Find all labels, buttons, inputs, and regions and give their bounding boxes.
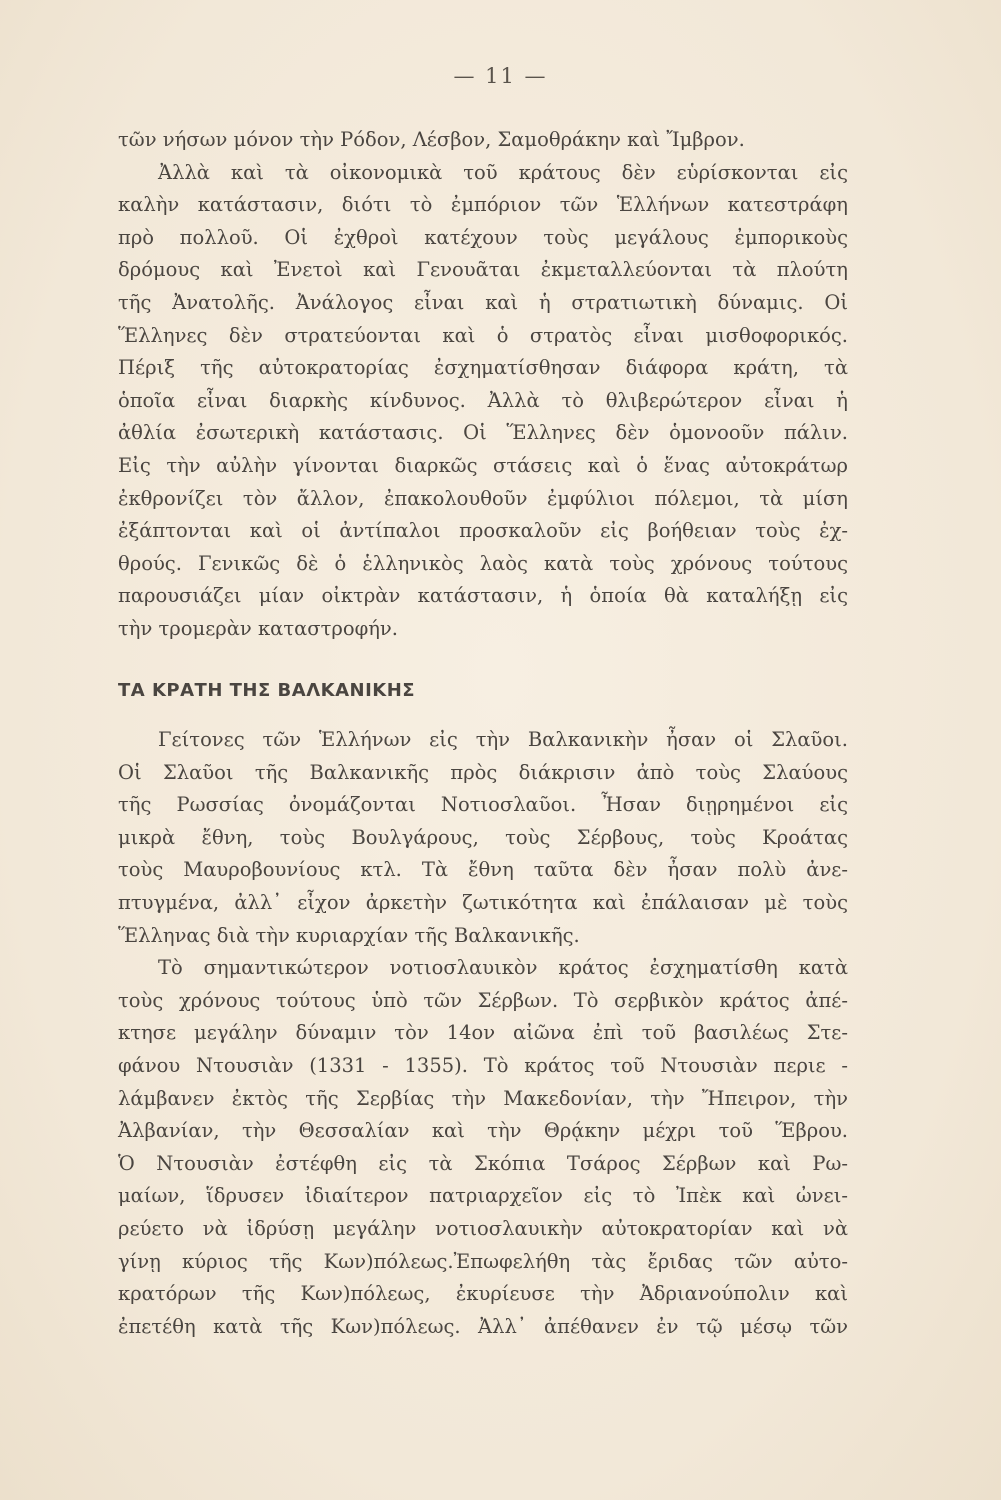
text-block-bottom — [118, 724, 848, 1343]
text-line: κτησε μεγάλην δύναμιν τὸν 14ον αἰῶνα ἐπὶ τοῦ βασιλέως Στε- — [118, 1021, 848, 1045]
text-line: μικρὰ ἔθνη, τοὺς Βουλγάρους, τοὺς Σέρβους, τοὺς Κροάτας — [118, 825, 848, 849]
text-line: Ὁ Ντουσιὰν ἐστέφθη εἰς τὰ Σκόπια Τσάρος Σέρβων καὶ Ρω- — [118, 1151, 848, 1175]
paragraph — [118, 952, 848, 1343]
text-line: παρουσιάζει μίαν οἰκτρὰν κατάστασιν, ἡ ὁποία θὰ καταλήξῃ εἰς — [118, 584, 848, 608]
text-line: ὁποῖα εἶναι διαρκὴς κίνδυνος. Ἀλλὰ τὸ θλιβερώτερον εἶναι ἡ — [118, 388, 848, 412]
text-line: ἀθλία ἐσωτερικὴ κατάστασις. Οἱ Ἕλληνες δὲν ὁμονοοῦν πάλιν. — [118, 421, 848, 445]
text-line: τῆς Ἀνατολῆς. Ἀνάλογος εἶναι καὶ ἡ στρατιωτικὴ δύναμις. Οἱ — [118, 290, 848, 314]
text-line: φάνου Ντουσιὰν (1331 - 1355). Τὸ κράτος τοῦ Ντουσιὰν περιε - — [118, 1053, 848, 1077]
text-line: κρατόρων τῆς Κων)πόλεως, ἐκυρίευσε τὴν Ἀδριανούπολιν καὶ — [118, 1282, 848, 1306]
text-line: Ἀλλὰ καὶ τὰ οἰκονομικὰ τοῦ κράτους δὲν εὑρίσκονται εἰς — [158, 160, 848, 184]
text-line: μαίων, ἵδρυσεν ἰδιαίτερον πατριαρχεῖον εἰς τὸ Ἰπὲκ καὶ ὠνει- — [118, 1184, 848, 1208]
text-line: Οἱ Σλαῦοι τῆς Βαλκανικῆς πρὸς διάκρισιν ἀπὸ τοὺς Σλαύους — [118, 760, 848, 784]
text-line: λάμβανεν ἐκτὸς τῆς Σερβίας τὴν Μακεδονίαν, τὴν Ἤπειρον, τὴν — [118, 1086, 848, 1110]
paragraph — [118, 124, 848, 157]
text-line: Πέριξ τῆς αὐτοκρατορίας ἐσχηματίσθησαν διάφορα κράτη, τὰ — [118, 356, 848, 380]
page-number: — 11 — — [453, 64, 548, 88]
text-line: Ἀλβανίαν, τὴν Θεσσαλίαν καὶ τὴν Θρᾴκην μέχρι τοῦ Ἕβρου. — [118, 1119, 848, 1143]
text-line: Τὸ σημαντικώτερον νοτιοσλαυικὸν κράτος ἐσχηματίσθη κατὰ — [158, 956, 848, 980]
text-line: ἐξάπτονται καὶ οἱ ἀντίπαλοι προσκαλοῦν εἰς βοήθειαν τοὺς ἐχ- — [118, 519, 848, 543]
text-line: ρεύετο νὰ ἱδρύσῃ μεγάλην νοτιοσλαυικὴν αὐτοκρατορίαν καὶ νὰ — [118, 1216, 848, 1240]
text-line: ἐκθρονίζει τὸν ἄλλον, ἐπακολουθοῦν ἐμφύλιοι πόλεμοι, τὰ μίση — [118, 486, 848, 510]
paragraph — [118, 724, 848, 952]
text-line: τῆς Ρωσσίας ὀνομάζονται Νοτιοσλαῦοι. Ἦσαν διῃρημένοι εἰς — [118, 793, 848, 817]
text-line: Εἰς τὴν αὐλὴν γίνονται διαρκῶς στάσεις καὶ ὁ ἕνας αὐτοκράτωρ — [118, 453, 848, 477]
text-line: θρούς. Γενικῶς δὲ ὁ ἑλληνικὸς λαὸς κατὰ τοὺς χρόνους τούτους — [118, 551, 848, 575]
text-block-top — [118, 124, 848, 646]
text-line: τοὺς χρόνους τούτους ὑπὸ τῶν Σέρβων. Τὸ σερβικὸν κράτος ἀπέ- — [118, 988, 848, 1012]
text-line: πρὸ πολλοῦ. Οἱ ἐχθροὶ κατέχουν τοὺς μεγάλους ἐμπορικοὺς — [118, 225, 848, 249]
text-line: ἐπετέθη κατὰ τῆς Κων)πόλεως. Ἀλλ᾽ ἀπέθανεν ἐν τῷ μέσῳ τῶν — [118, 1314, 848, 1338]
text-line: Ἕλληνες δὲν στρατεύονται καὶ ὁ στρατὸς εἶναι μισθοφορικός. — [118, 323, 848, 347]
text-line: Γείτονες τῶν Ἑλλήνων εἰς τὴν Βαλκανικὴν ἦσαν οἱ Σλαῦοι. — [158, 728, 848, 751]
paragraph — [118, 157, 848, 646]
text-line: τοὺς Μαυροβουνίους κτλ. Τὰ ἔθνη ταῦτα δὲν ἦσαν πολὺ ἀνε- — [118, 858, 848, 882]
text-line: τὴν τρομερὰν καταστροφήν. — [118, 616, 398, 640]
text-line: Ἕλληνας διὰ τὴν κυριαρχίαν τῆς Βαλκανικῆς. — [118, 923, 580, 947]
text-line: πτυγμένα, ἀλλ᾽ εἶχον ἀρκετὴν ζωτικότητα καὶ ἐπάλαισαν μὲ τοὺς — [118, 890, 848, 914]
text-line: γίνῃ κύριος τῆς Κων)πόλεως.Ἐπωφελήθη τὰς ἔριδας τῶν αὐτο- — [118, 1249, 848, 1273]
section-heading: ΤΑ ΚΡΑΤΗ ΤΗΣ ΒΑΛΚΑΝΙΚΗΣ — [118, 680, 416, 701]
text-line: τῶν νήσων μόνον τὴν Ρόδον, Λέσβον, Σαμοθράκην καὶ Ἴμβρον. — [118, 128, 745, 151]
text-line: δρόμους καὶ Ἐνετοὶ καὶ Γενουᾶται ἐκμεταλλεύονται τὰ πλούτη — [118, 258, 848, 282]
text-line: καλὴν κατάστασιν, διότι τὸ ἐμπόριον τῶν Ἑλλήνων κατεστράφη — [118, 193, 848, 217]
